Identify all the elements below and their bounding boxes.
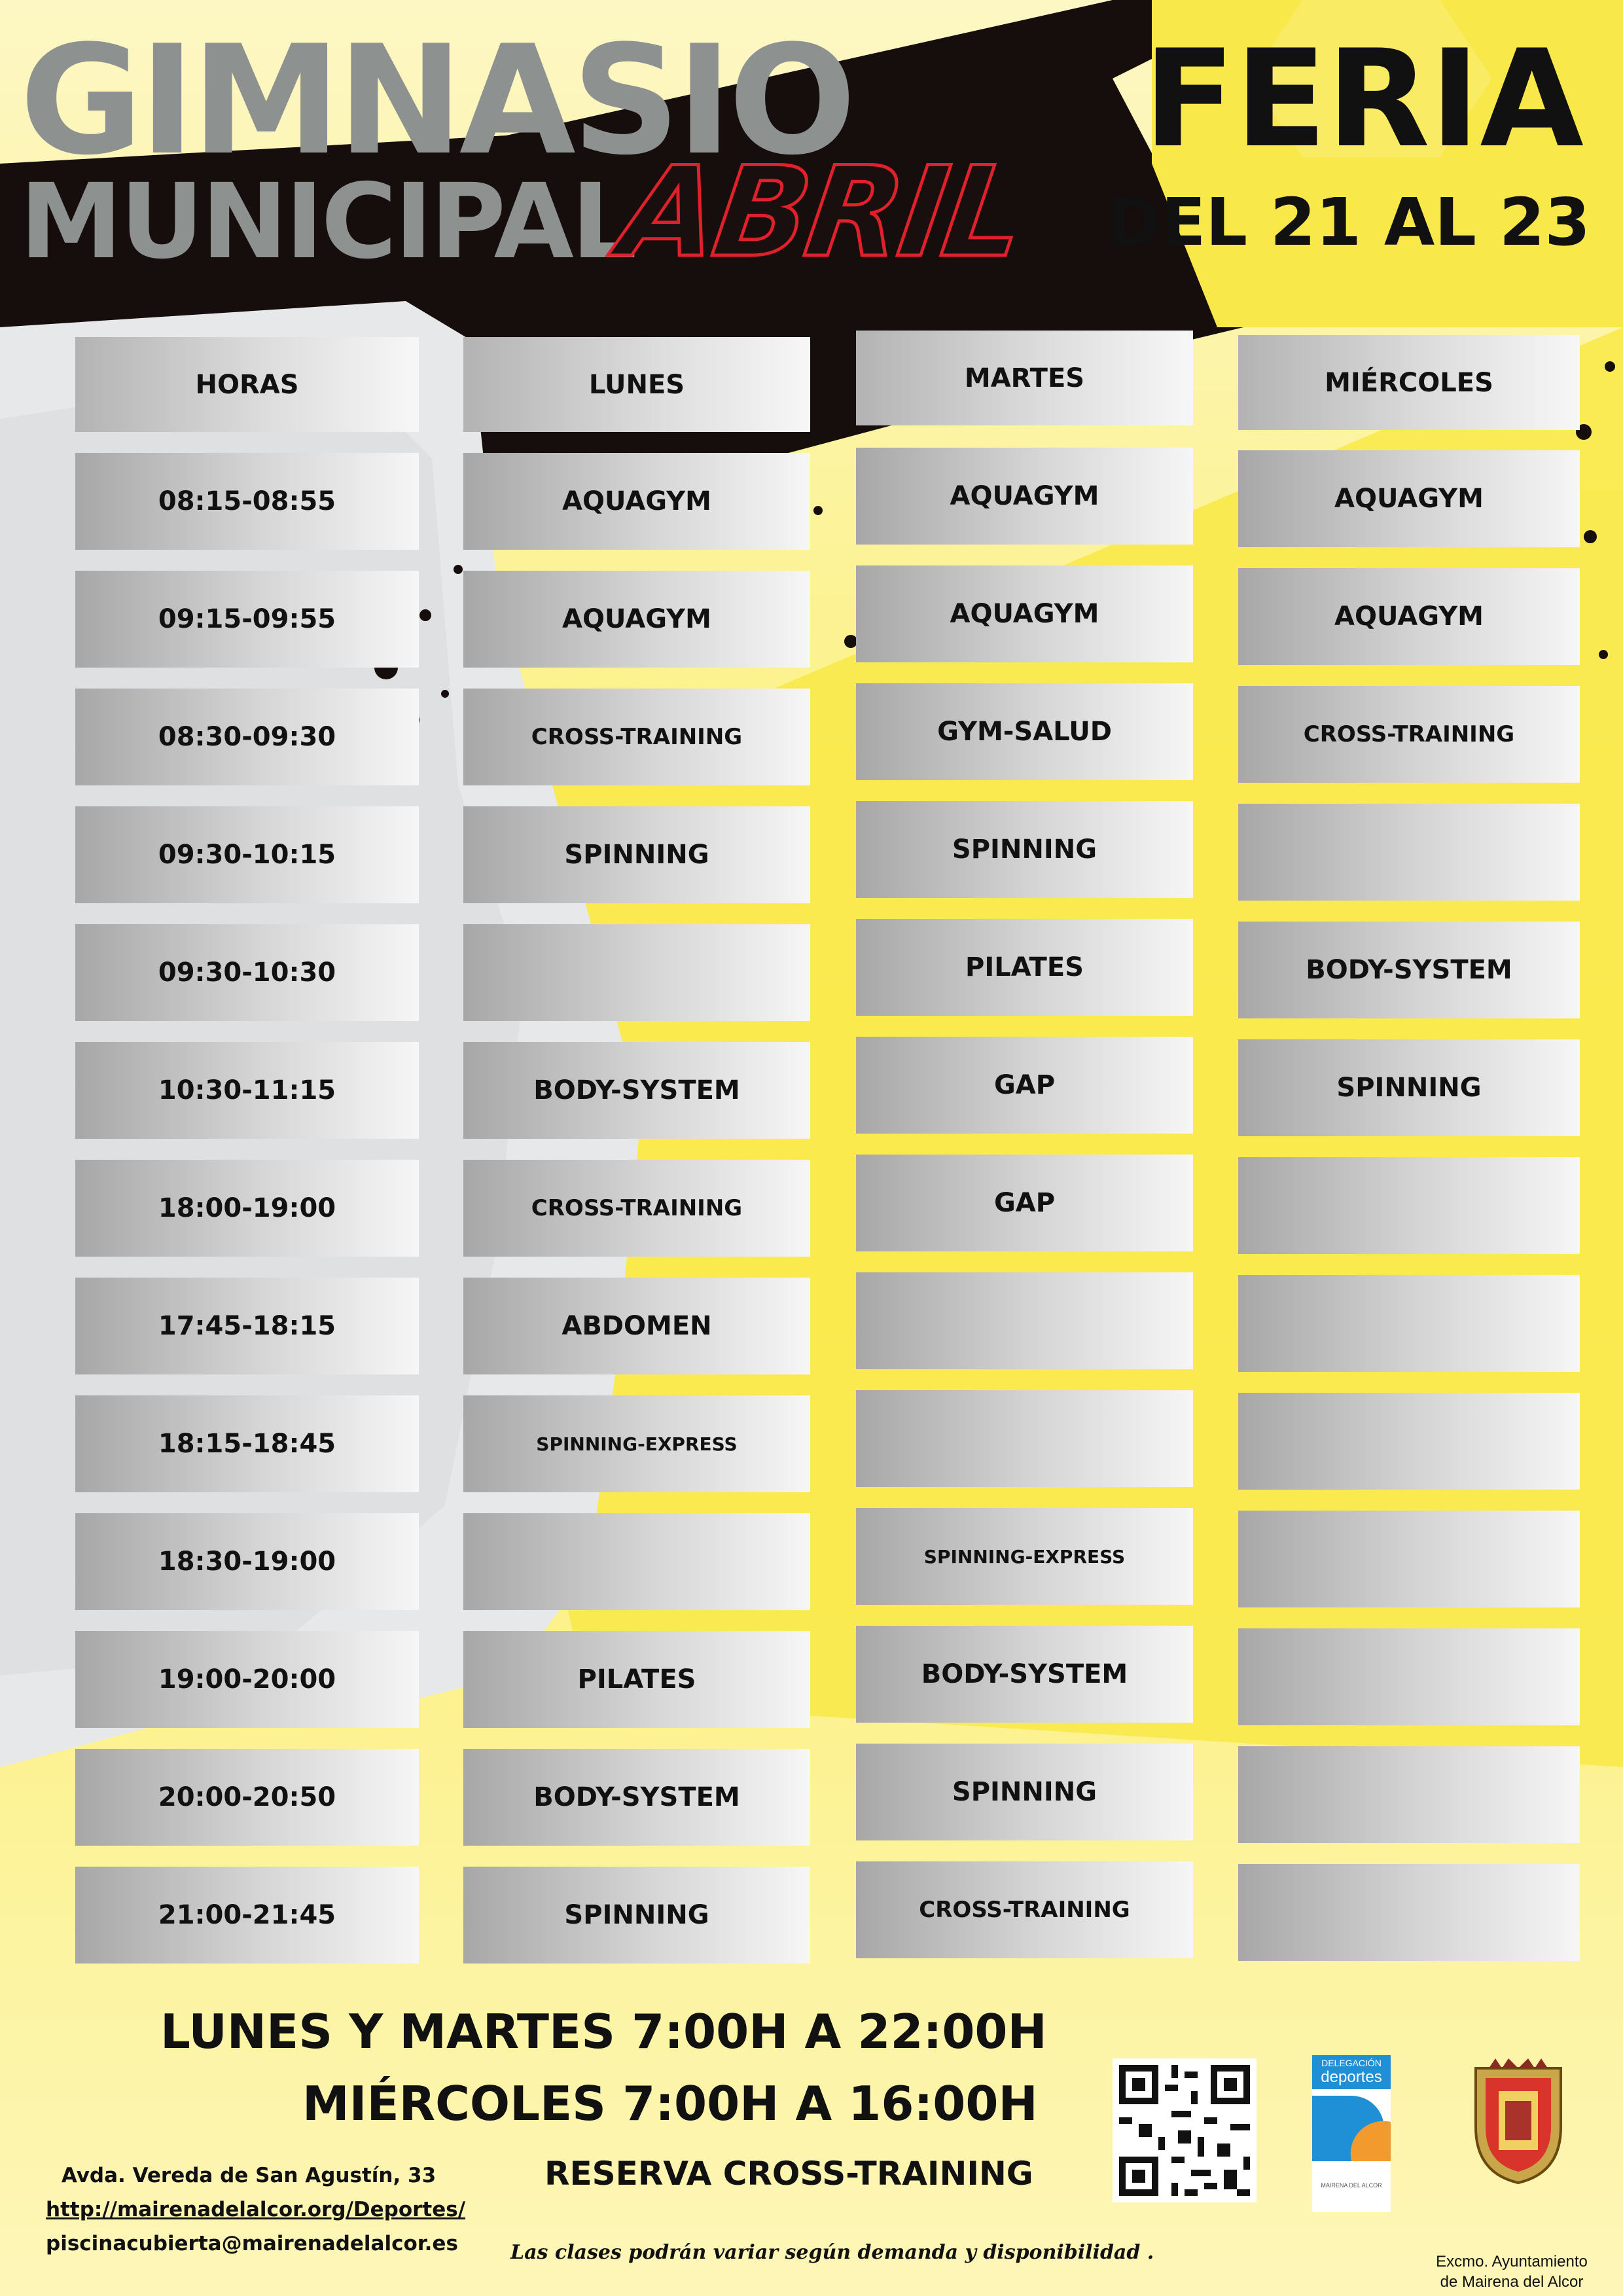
class-cell: BODY-SYSTEM: [463, 1042, 810, 1139]
class-cell: [1238, 1628, 1580, 1725]
column-header-1: LUNES: [463, 337, 810, 432]
event-dates: DEL 21 AL 23: [1107, 184, 1590, 260]
address: Avda. Vereda de San Agustín, 33: [61, 2164, 437, 2187]
class-cell: GAP: [856, 1155, 1193, 1251]
class-cell: SPINNING-EXPRESS: [856, 1508, 1193, 1605]
time-slot-cell: 18:15-18:45: [75, 1395, 419, 1492]
class-cell: PILATES: [856, 919, 1193, 1016]
time-slot-cell: 21:00-21:45: [75, 1867, 419, 1964]
municipality-name: [1414, 2251, 1610, 2292]
class-cell: GYM-SALUD: [856, 683, 1193, 780]
class-cell: SPINNING-EXPRESS: [463, 1395, 810, 1492]
class-cell: ABDOMEN: [463, 1278, 810, 1374]
column-header-0: HORAS: [75, 337, 419, 432]
time-slot-cell: 17:45-18:15: [75, 1278, 419, 1374]
class-cell: [856, 1272, 1193, 1369]
column-header-2: MARTES: [856, 331, 1193, 425]
time-slot-cell: 18:00-19:00: [75, 1160, 419, 1257]
booking-label: RESERVA CROSS-TRAINING: [544, 2155, 1033, 2193]
class-cell: BODY-SYSTEM: [856, 1626, 1193, 1723]
title-municipal: MUNICIPAL: [20, 162, 635, 282]
time-slot-cell: 08:15-08:55: [75, 453, 419, 550]
class-cell: [856, 1390, 1193, 1487]
class-cell: CROSS-TRAINING: [1238, 686, 1580, 783]
time-slot-cell: 08:30-09:30: [75, 689, 419, 785]
title-gimnasio: GIMNASIO: [20, 14, 853, 188]
opening-hours-weekdays: LUNES Y MARTES 7:00H A 22:00H: [160, 2004, 1047, 2059]
class-cell: BODY-SYSTEM: [463, 1749, 810, 1846]
class-cell: [1238, 1157, 1580, 1254]
class-cell: [1238, 1275, 1580, 1372]
class-cell: GAP: [856, 1037, 1193, 1134]
municipality-line1: Excmo. Ayuntamiento: [1436, 2253, 1588, 2270]
class-cell: CROSS-TRAINING: [463, 1160, 810, 1257]
class-cell: SPINNING: [856, 801, 1193, 898]
class-cell: PILATES: [463, 1631, 810, 1728]
class-cell: AQUAGYM: [856, 565, 1193, 662]
qr-code-icon: [1113, 2058, 1257, 2202]
class-cell: SPINNING: [1238, 1039, 1580, 1136]
deportes-logo-line1: DELEGACIÓN: [1312, 2055, 1391, 2068]
class-cell: SPINNING: [856, 1744, 1193, 1840]
time-slot-cell: 18:30-19:00: [75, 1513, 419, 1610]
municipality-line2: de Mairena del Alcor: [1440, 2273, 1584, 2291]
deportes-logo-caption: MAIRENA DEL ALCOR: [1321, 2182, 1382, 2189]
website-link[interactable]: http://mairenadelalcor.org/Deportes/: [46, 2198, 466, 2221]
disclaimer-note: Las clases podrán variar según demanda y disponibilidad .: [510, 2241, 1154, 2264]
event-title: FERIA: [1143, 22, 1584, 177]
class-cell: [463, 1513, 810, 1610]
class-cell: [1238, 804, 1580, 901]
class-cell: CROSS-TRAINING: [463, 689, 810, 785]
class-cell: [1238, 1746, 1580, 1843]
time-slot-cell: 09:30-10:15: [75, 806, 419, 903]
time-slot-cell: 19:00-20:00: [75, 1631, 419, 1728]
class-cell: AQUAGYM: [463, 571, 810, 668]
title-abril: ABRIL: [611, 140, 1031, 285]
class-cell: BODY-SYSTEM: [1238, 922, 1580, 1018]
class-cell: AQUAGYM: [1238, 568, 1580, 665]
time-slot-cell: 20:00-20:50: [75, 1749, 419, 1846]
column-header-3: MIÉRCOLES: [1238, 335, 1580, 430]
deportes-logo-mark: [1312, 2089, 1391, 2200]
class-cell: SPINNING: [463, 806, 810, 903]
email-link[interactable]: piscinacubierta@mairenadelalcor.es: [46, 2232, 458, 2255]
opening-hours-wednesday: MIÉRCOLES 7:00H A 16:00H: [302, 2076, 1038, 2131]
class-cell: [463, 924, 810, 1021]
time-slot-cell: 09:15-09:55: [75, 571, 419, 668]
class-cell: AQUAGYM: [856, 448, 1193, 545]
class-cell: SPINNING: [463, 1867, 810, 1964]
class-cell: [1238, 1864, 1580, 1961]
class-cell: CROSS-TRAINING: [856, 1861, 1193, 1958]
deportes-logo-line2: deportes: [1312, 2068, 1391, 2089]
time-slot-cell: 10:30-11:15: [75, 1042, 419, 1139]
coat-of-arms-icon: [1463, 2055, 1574, 2186]
class-cell: AQUAGYM: [1238, 450, 1580, 547]
class-cell: AQUAGYM: [463, 453, 810, 550]
time-slot-cell: 09:30-10:30: [75, 924, 419, 1021]
class-cell: [1238, 1393, 1580, 1490]
deportes-logo-icon: [1312, 2055, 1391, 2212]
class-cell: [1238, 1511, 1580, 1607]
